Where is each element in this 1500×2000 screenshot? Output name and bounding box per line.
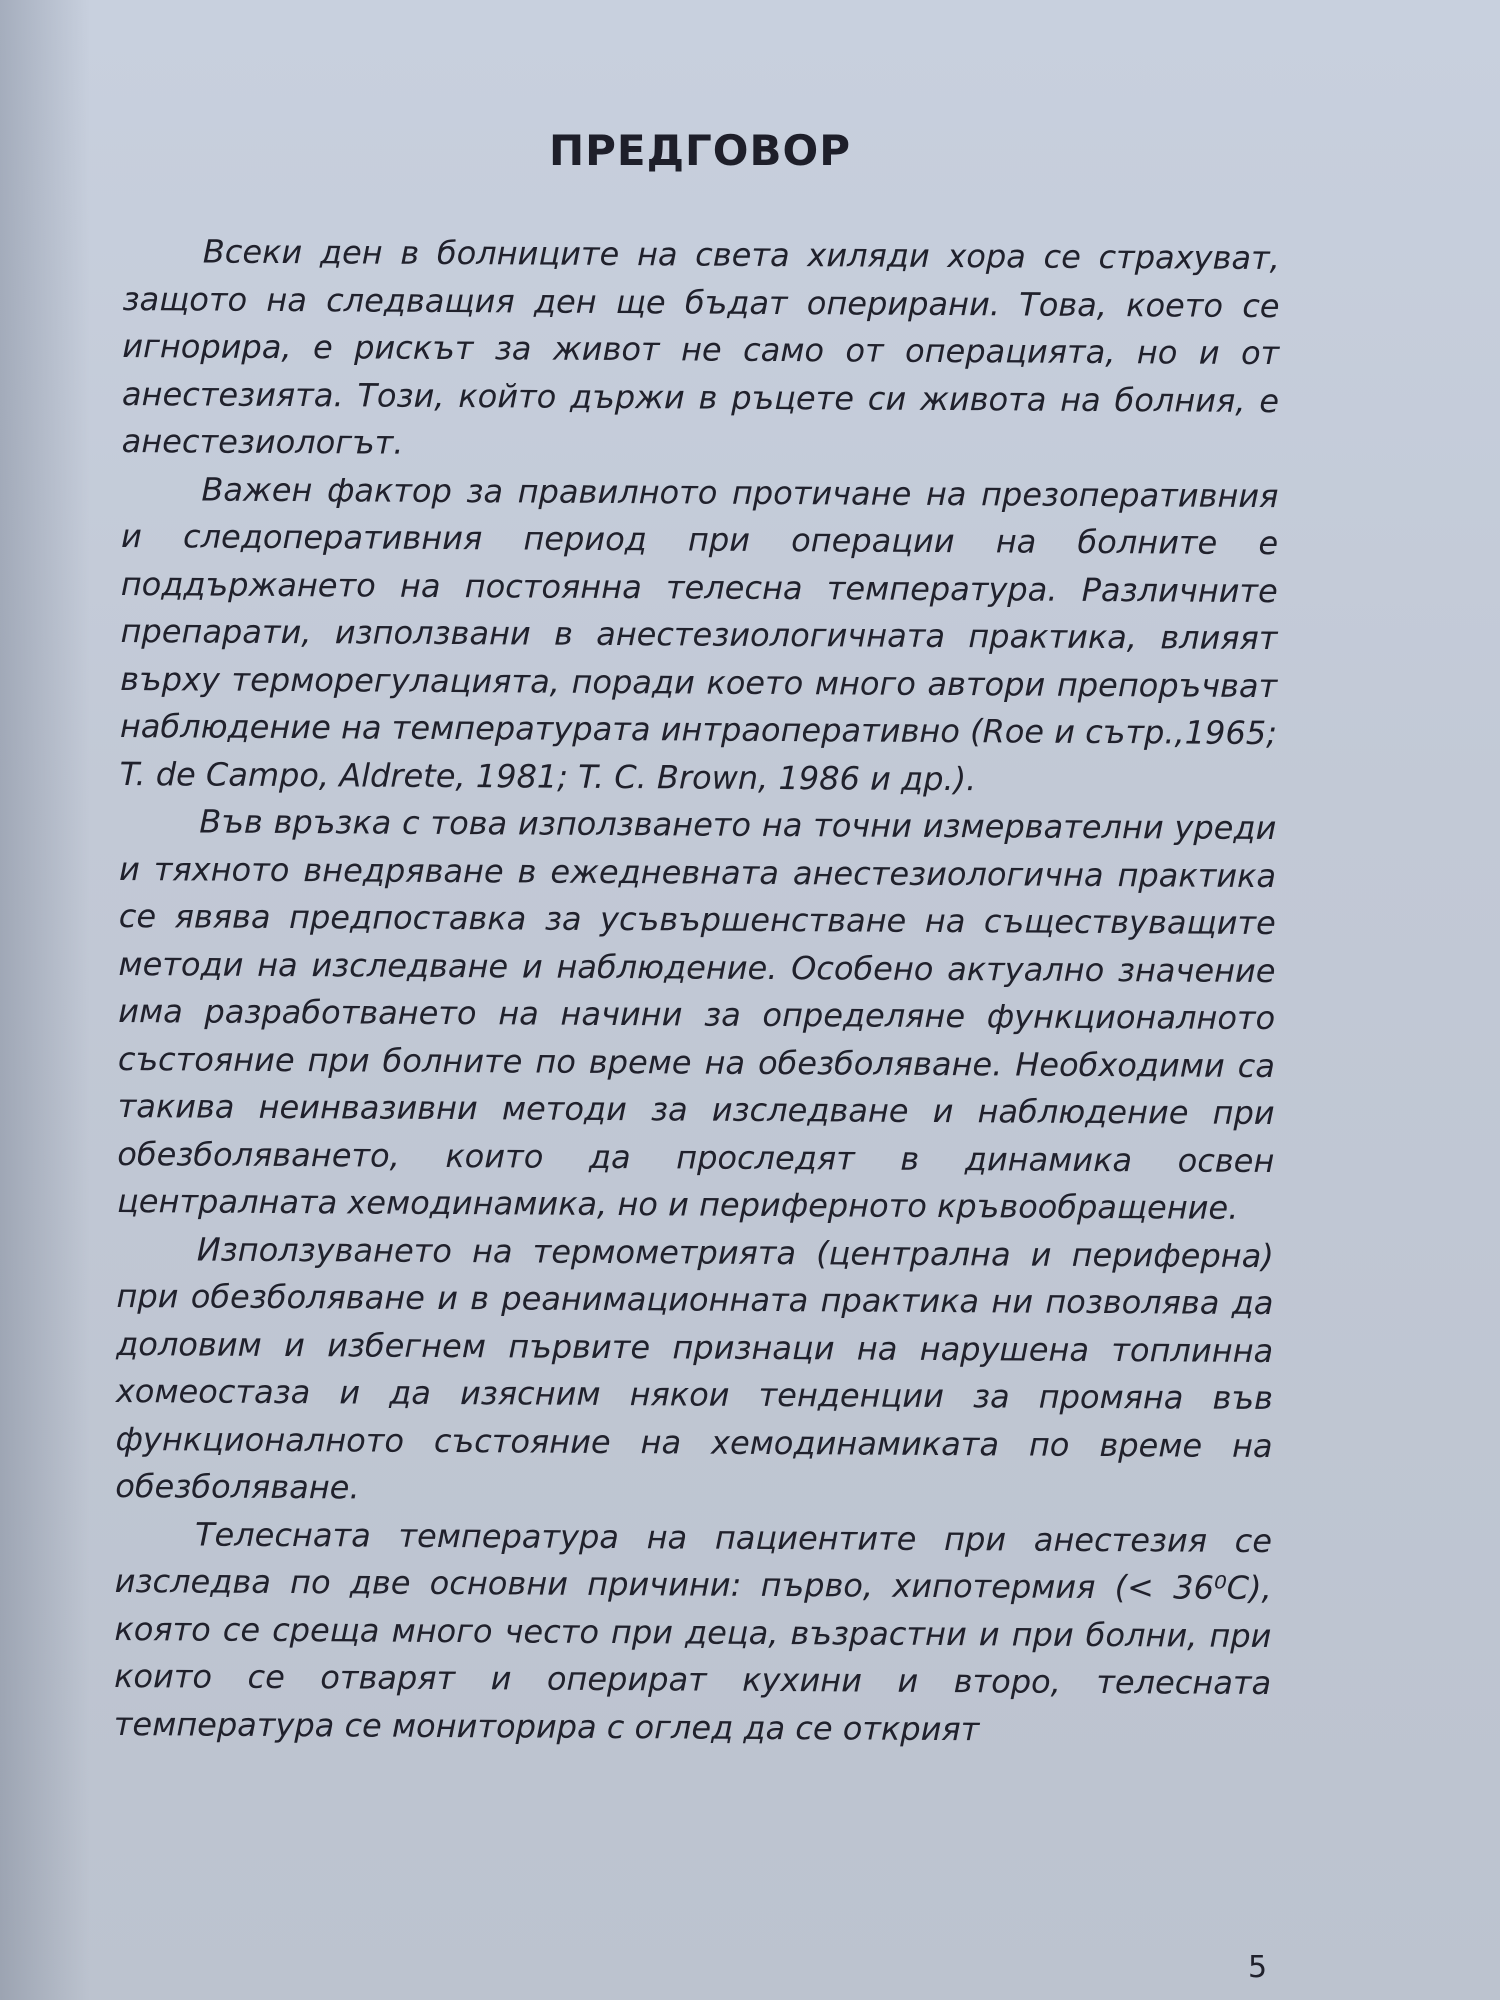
paragraph-5: Телесната температура на пациентите при анестезия се изследва по две основни причини: първо, хипотермия (< 36⁰С), която се среща много често при деца, възрастни и при болни, при които се отварят и оперират кухини и второ, телесната температура се мониторира с оглед да се открият bbox=[113, 1514, 1273, 1748]
page-title: ПРЕДГОВОР bbox=[549, 126, 851, 175]
page-number: 5 bbox=[1248, 1950, 1268, 1985]
paragraph-3: Във връзка с това използването на точни измервателни уреди и тяхното внедряване в ежедневната анестезиологична практика се явява предпоставка за усъвършенстване на съществуващите методи на изследване и наблюдение. Особено актуално значение има разработването на начини за определяне функционалното състояние при болните по време на обезболяване. Необходими са такива неинвазивни методи за изследване и наблюдение при обезболяването, които да проследят в динамика освен централната хемодинамика, но и периферното кръвообращение. bbox=[116, 802, 1277, 1227]
paragraph-1: Всеки ден в болниците на света хиляди хора се страхуват, защото на следващия ден ще бъдат оперирани. Това, което се игнорира, е рискът за живот не само от операцията, но и от анестезията. Този, който държи в ръцете си живота на болния, е анестезиологът. bbox=[121, 232, 1280, 462]
body-text bbox=[114, 228, 1280, 1755]
paragraph-4: Използуването на термометрията (централна и периферна) при обезболяване и в реанимационната практика ни позволява да доловим и избегнем първите признаци на нарушена топлинна хомеостаза и да изясним някои тенденции за промяна във функционалното състояние на хемодинамиката по време на обезболяване. bbox=[115, 1229, 1274, 1507]
page-edge-shadow bbox=[0, 0, 90, 2000]
paragraph-2: Важен фактор за правилното протичане на презоперативния и следоперативния период при операции на болните е поддържането на постоянна телесна температура. Различните препарати, използвани в анестезиологичната практика, влияят върху терморегулацията, поради което много автори препоръчват наблюдение на температурата интраоперативно (Roe и сътр.,1965; T. de Campo, Aldrete, 1981; T. C. Brown, 1986 и др.). bbox=[119, 469, 1279, 798]
